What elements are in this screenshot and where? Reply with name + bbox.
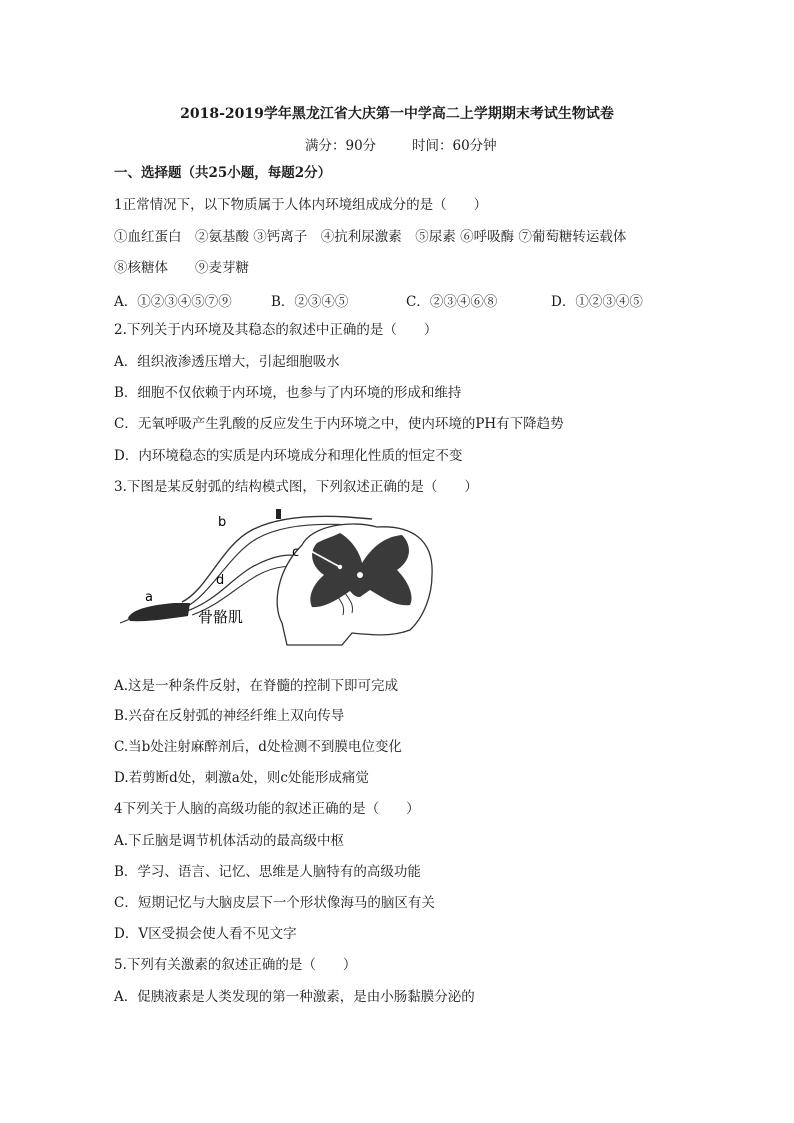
q1-items-line1: ①血红蛋白 ②氨基酸 ③钙离子 ④抗利尿激素 ⑤尿素 ⑥呼吸酶 ⑦葡萄糖转运载体 — [114, 229, 627, 245]
skeletal-muscle — [128, 603, 190, 621]
exam-title: 2018-2019学年黑龙江省大庆第一中学高二上学期期末考试生物试卷 — [180, 106, 614, 122]
q5-stem: 5.下列有关激素的叙述正确的是（ ） — [114, 957, 357, 973]
section-heading: 一、选择题（共25小题，每题2分） — [114, 165, 332, 181]
full-score: 满分：90分 — [305, 138, 377, 154]
q4-stem: 4下列关于人脑的高级功能的叙述正确的是（ ） — [114, 801, 420, 817]
q2-option-d: D．内环境稳态的实质是内环境成分和理化性质的恒定不变 — [114, 448, 463, 464]
q3-stem: 3.下图是某反射弧的结构模式图，下列叙述正确的是（ ） — [114, 479, 478, 495]
label-b: b — [218, 515, 227, 530]
q1-option-c: C．②③④⑥⑧ — [406, 294, 498, 310]
q4-option-b: B．学习、语言、记忆、思维是人脑特有的高级功能 — [114, 864, 421, 880]
q2-stem: 2.下列关于内环境及其稳态的叙述中正确的是（ ） — [114, 322, 438, 338]
q4-option-d: D．V区受损会使人看不见文字 — [114, 926, 297, 942]
label-a: a — [145, 590, 153, 605]
q2-option-c: C．无氧呼吸产生乳酸的反应发生于内环境之中，使内环境的PH有下降趋势 — [114, 416, 564, 432]
q3-option-a: A.这是一种条件反射，在脊髓的控制下即可完成 — [114, 678, 399, 694]
q1-stem: 1正常情况下，以下物质属于人体内环境组成成分的是（ ） — [114, 197, 488, 213]
q2-option-b: B．细胞不仅依赖于内环境，也参与了内环境的形成和维持 — [114, 385, 462, 401]
label-c: c — [292, 545, 300, 560]
q3-option-d: D.若剪断d处，刺激a处，则c处能形成痛觉 — [114, 770, 369, 786]
label-d: d — [216, 573, 225, 588]
reflex-arc-figure — [112, 505, 452, 665]
q3-option-b: B.兴奋在反射弧的神经纤维上双向传导 — [114, 708, 345, 724]
label-muscle: 骨骼肌 — [198, 608, 244, 626]
q1-items-line2: ⑧核糖体 ⑨麦芽糖 — [114, 260, 249, 276]
q3-option-c: C.当b处注射麻醉剂后，d处检测不到膜电位变化 — [114, 739, 402, 755]
q4-option-c: C．短期记忆与大脑皮层下一个形状像海马的脑区有关 — [114, 895, 435, 911]
exam-time: 时间：60分钟 — [412, 138, 497, 154]
q1-option-d: D．①②③④⑤ — [551, 294, 643, 310]
q1-option-b: B．②③④⑤ — [271, 294, 349, 310]
q2-option-a: A．组织液渗透压增大，引起细胞吸水 — [114, 354, 340, 370]
q1-option-a: A．①②③④⑤⑦⑨ — [114, 294, 232, 310]
q5-option-a: A．促胰液素是人类发现的第一种激素，是由小肠黏膜分泌的 — [114, 989, 475, 1005]
q4-option-a: A.下丘脑是调节机体活动的最高级中枢 — [114, 833, 345, 849]
